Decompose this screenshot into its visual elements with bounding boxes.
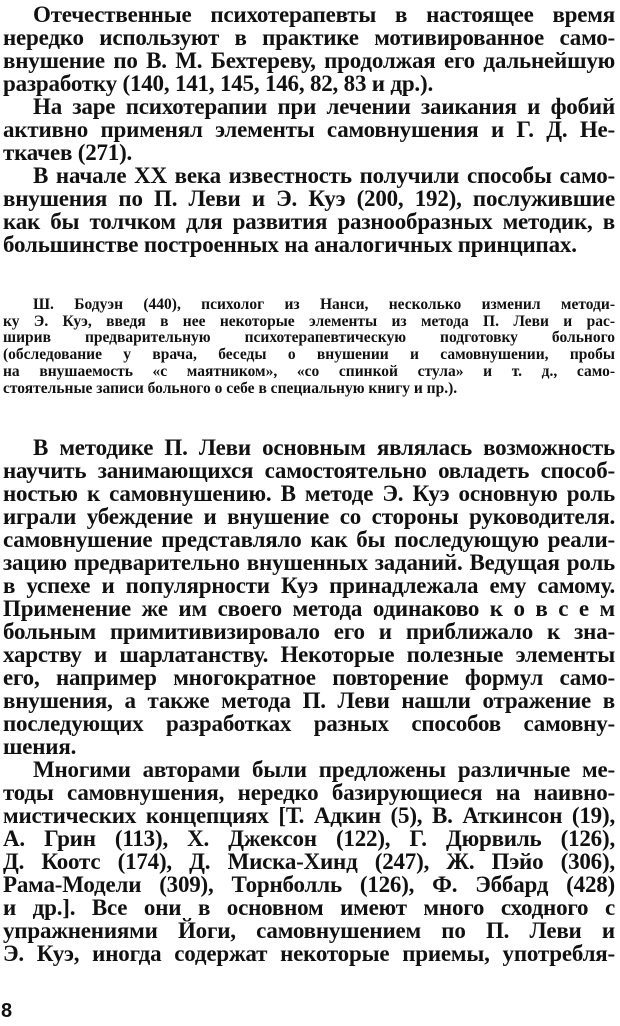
text-line: шения.: [3, 734, 77, 759]
text-line: как бы толчком для развития разнообразных методик, в: [3, 209, 615, 234]
text-line: играли убеждение и внушение со стороны руководителя.: [3, 504, 615, 529]
bottom-text-block: [3, 436, 615, 965]
text-line: стоятельные записи больного о себе в специальную книгу и пр.).: [3, 379, 458, 397]
paragraph: [3, 3, 615, 95]
text-line: нередко используют в практике мотивированное само-: [3, 25, 615, 50]
text-line: Многими авторами были предложены различные ме-: [33, 757, 615, 782]
text-line: Применение же им своего метода одинаково к о в с е м: [3, 596, 615, 621]
text-line: его, например многократное повторение формул само-: [3, 665, 615, 690]
paragraph: [3, 297, 615, 397]
text-line: Отечественные психотерапевты в настоящее время: [33, 2, 615, 27]
text-line: харству и шарлатанству. Некоторые полезные элементы: [3, 642, 615, 667]
text-line: тоды самовнушения, нередко базирующиеся на наивно-: [3, 780, 615, 805]
text-line: больным примитивизировало его и приближало к зна-: [3, 619, 615, 644]
text-line: ку Э. Куэ, введя в нее некоторые элементы из метода П. Леви и рас-: [3, 312, 615, 330]
text-line: научить занимающихся самостоятельно овладеть способ-: [3, 458, 615, 483]
text-line: упражнениями Йоги, самовнушением по П. Леви и: [3, 918, 615, 943]
text-line: разработку (140, 141, 145, 146, 82, 83 и др.).: [3, 71, 433, 96]
text-line: (обследование у врача, беседы о внушении и самовнушении, пробы: [3, 346, 615, 364]
text-line: зацию предварительно внушенных заданий. Ведущая роль: [3, 550, 615, 575]
text-line: Рама-Модели (309), Торнболль (126), Ф. Эббард (428): [3, 872, 615, 897]
text-line: ширив предварительную психотерапевтическую подготовку больного: [3, 329, 615, 347]
text-line: На заре психотерапии при лечении заикания и фобий: [33, 94, 615, 119]
text-line: внушения по П. Леви и Э. Куэ (200, 192), послужившие: [3, 186, 615, 211]
top-text-block: [3, 3, 615, 256]
text-line: Ш. Бодуэн (440), психолог из Нанси, несколько изменил методи-: [33, 296, 615, 313]
text-line: А. Грин (113), Х. Джексон (122), Г. Дюрвиль (126),: [3, 826, 615, 851]
paragraph: [3, 95, 615, 164]
text-line: мистических концепциях [Т. Адкин (5), В. Аткинсон (19),: [3, 803, 615, 828]
paragraph: [3, 164, 615, 256]
text-line: и др.]. Все они в основном имеют много сходного с: [3, 895, 615, 920]
text-line: Д. Коотс (174), Д. Миска-Хинд (247), Ж. Пэйо (306),: [3, 849, 615, 874]
text-line: В методике П. Леви основным являлась возможность: [33, 435, 615, 460]
text-line: активно применял элементы самовнушения и Г. Д. Не-: [3, 117, 615, 142]
text-line: большинстве построенных на аналогичных принципах.: [3, 232, 577, 257]
text-line: в успехе и популярности Куэ принадлежала ему самому.: [3, 573, 615, 598]
small-print-note: [3, 297, 615, 397]
text-line: внушения, а также метода П. Леви нашли отражение в: [3, 688, 615, 713]
text-line: Э. Куэ, иногда содержат некоторые приемы, употребля-: [3, 941, 615, 966]
text-line: внушение по В. М. Бехтереву, продолжая его дальнейшую: [3, 48, 615, 73]
paragraph: [3, 436, 615, 758]
text-line: последующих разработках разных способов самовну-: [3, 711, 615, 736]
text-line: самовнушение представляло как бы последующую реали-: [3, 527, 615, 552]
text-line: ностью к самовнушению. В методе Э. Куэ основную роль: [3, 481, 615, 506]
page-number: 8: [1, 1000, 13, 1022]
text-line: на внушаемость «с маятником», «со спинкой стула» и т. д., само-: [3, 362, 615, 380]
paragraph: [3, 758, 615, 965]
text-line: В начале XX века известность получили способы само-: [33, 163, 615, 188]
text-line: ткачев (271).: [3, 140, 133, 165]
